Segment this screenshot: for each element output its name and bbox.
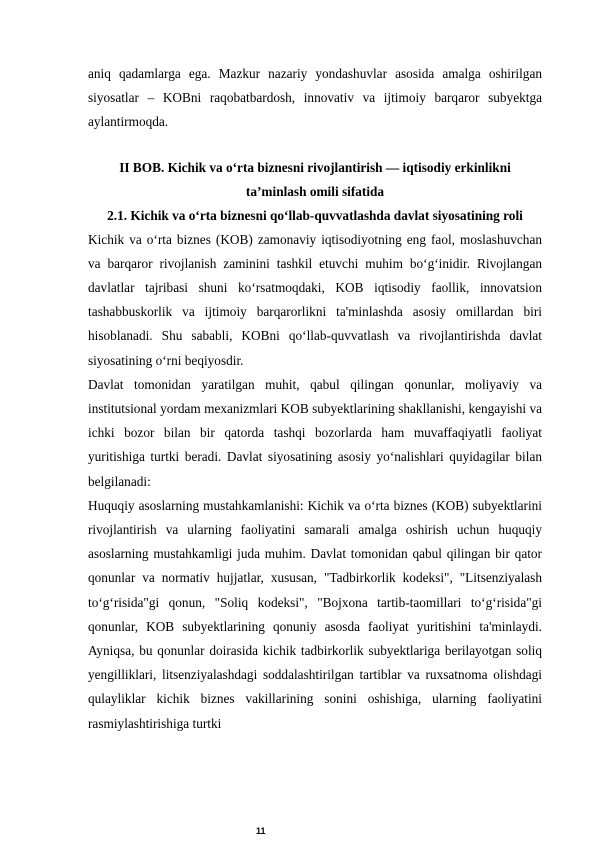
body-paragraph: Kichik va o‘rta biznes (KOB) zamonaviy iqtisodiyotning eng faol, moslashuvchan va barqaror rivojlanish zaminini tashkil etuvchi muhim bo‘g‘inidir. Rivojlangan davlatlar tajribasi shuni ko‘rsatmoqdaki, KOB iqtisodiy faollik, innovatsion tashabbuskorlik va ijtimoiy barqarorlikni ta'minlashda asosiy omillardan biri hisoblanadi. Shu sababli, KOBni qo‘llab-quvvatlash va rivojlantirishda davlat siyosatining o‘rni beqiyosdir.: [88, 231, 542, 368]
section-heading: 2.1. Kichik va o‘rta biznesni qo‘llab-quvvatlashda davlat siyosatining roli: [107, 207, 523, 223]
document-page: [88, 62, 542, 736]
body-paragraph: Davlat tomonidan yaratilgan muhit, qabul qilingan qonunlar, moliyaviy va institutsional yordam mexanizmlari KOB subyektlarining shakllanishi, kengayishi va ichki bozor bilan bir qatorda tashqi bozorlarda ham muvaffaqiyatli faoliyat yuritishiga turtki beradi. Davlat siyosatining asosiy yo‘nalishlari quyidagilar bilan belgilanadi:: [88, 376, 542, 489]
intro-paragraph: aniq qadamlarga ega. Mazkur nazariy yondashuvlar asosida amalga oshirilgan siyosatlar – KOBni raqobatbardosh, innovativ va ijtimoiy barqaror subyektga aylantirmoqda.: [88, 66, 542, 130]
page-number: 11: [256, 826, 266, 836]
spacer: [88, 135, 542, 156]
chapter-heading: II BOB. Kichik va o‘rta biznesni rivojlantirish — iqtisodiy erkinlikni ta’minlash omili sifatida: [119, 159, 511, 199]
body-paragraph: Huquqiy asoslarning mustahkamlanishi: Kichik va o‘rta biznes (KOB) subyektlarini rivojlantirish va ularning faoliyatini samarali amalga oshirish uchun huquqiy asoslarning mustahkamligi juda muhim. Davlat tomonidan qabul qilingan bir qator qonunlar va normativ hujjatlar, xususan, "Tadbirkorlik kodeksi", "Litsenziyalash to‘g‘risida"gi qonun, "Soliq kodeksi", "Bojxona tartib-taomillari to‘g‘risida"gi qonunlar, KOB subyektlarining qonuniy asosda faoliyat yuritishini ta'minlaydi. Ayniqsa, bu qonunlar doirasida kichik tadbirkorlik subyektlariga berilayotgan soliq yengilliklari, litsenziyalashdagi soddalashtirilgan tartiblar va ruxsatnoma olishdagi qulayliklar kichik biznes vakillarining sonini oshishiga, ularning faoliyatini rasmiylashtirishiga turtki: [88, 497, 542, 731]
